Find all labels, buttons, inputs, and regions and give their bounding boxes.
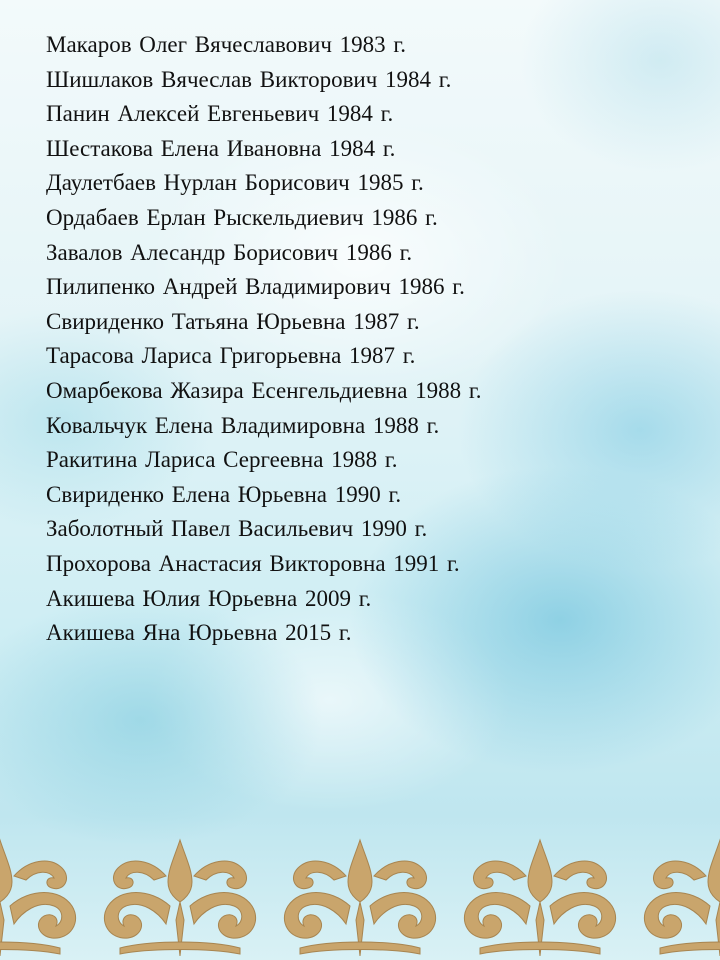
list-item: Макаров Олег Вячеславович 1983 г. — [46, 32, 406, 57]
list-item: Шишлаков Вячеслав Викторович 1984 г. — [46, 66, 452, 92]
list-item: Панин Алексей Евгеньевич 1984 г. — [46, 101, 394, 127]
list-item: Тарасова Лариса Григорьевна 1987 г. — [46, 343, 416, 369]
list-item: Пилипенко Андрей Владимирович 1986 г. — [46, 274, 465, 300]
list-item: Омарбекова Жазира Есенгельдиевна 1988 г. — [46, 377, 482, 403]
list-item: Завалов Алесандр Борисович 1986 г. — [46, 239, 413, 265]
list-item: Заболотный Павел Васильевич 1990 г. — [46, 516, 428, 542]
list-item: Прохорова Анастасия Викторовна 1991 г. — [46, 550, 460, 576]
ornament-border-icon — [0, 836, 720, 960]
list-item: Акишева Юлия Юрьевна 2009 г. — [46, 585, 372, 611]
list-item: Акишева Яна Юрьевна 2015 г. — [46, 620, 352, 646]
list-item: Свириденко Татьяна Юрьевна 1987 г. — [46, 308, 420, 334]
list-item: Ковальчук Елена Владимировна 1988 г. — [46, 412, 440, 438]
list-item: Ракитина Лариса Сергеевна 1988 г. — [46, 447, 398, 473]
list-item: Ордабаев Ерлан Рыскельдиевич 1986 г. — [46, 204, 438, 230]
list-item: Даулетбаев Нурлан Борисович 1985 г. — [46, 170, 424, 196]
list-item: Шестакова Елена Ивановна 1984 г. — [46, 135, 396, 161]
names-list — [46, 28, 482, 651]
list-item: Свириденко Елена Юрьевна 1990 г. — [46, 481, 402, 507]
